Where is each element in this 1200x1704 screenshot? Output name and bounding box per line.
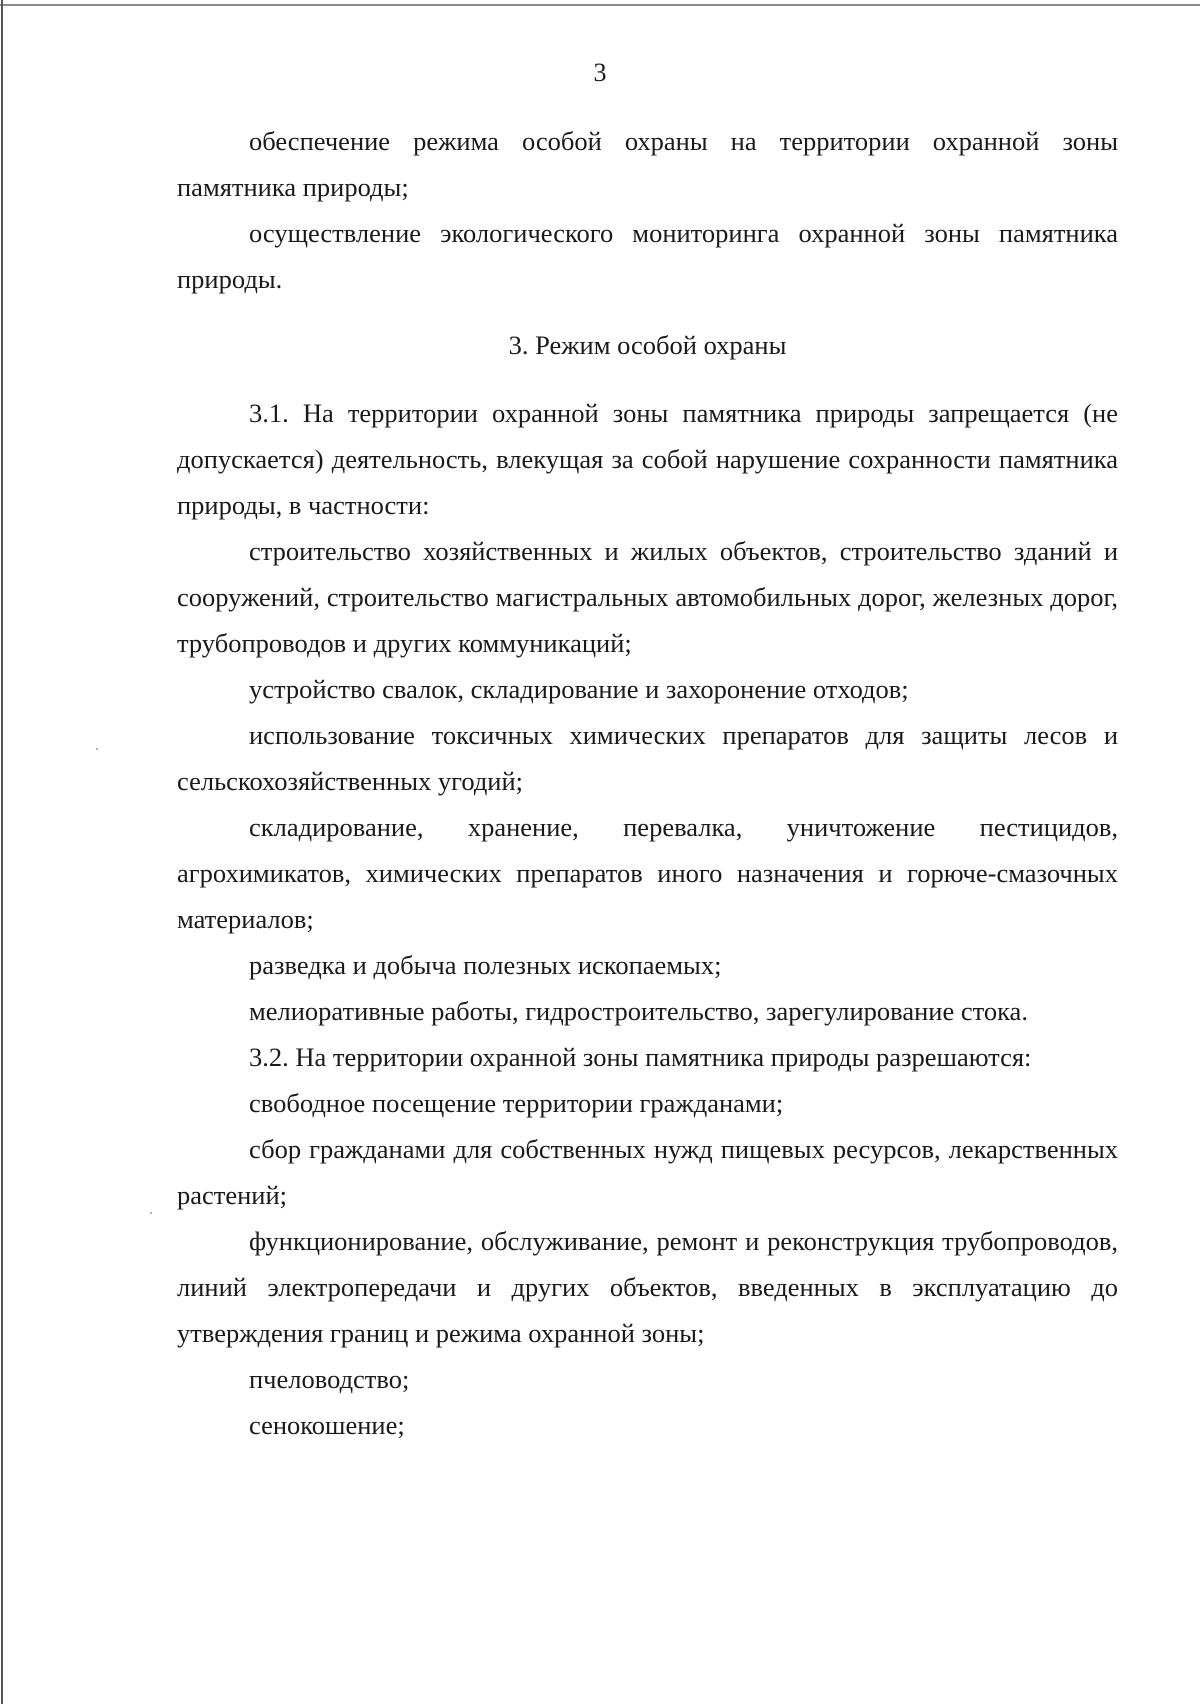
paragraph: устройство свалок, складирование и захоронение отходов; [249, 674, 909, 704]
paragraph: пчеловодство; [249, 1364, 410, 1394]
scan-top-edge [0, 4, 1200, 6]
paragraph: складирование, хранение, перевалка, уничтожение пестицидов, агрохимикатов, химических препаратов иного назначения и горюче-смазочных материалов; [177, 812, 1118, 934]
paragraph: сбор гражданами для собственных нужд пищевых ресурсов, лекарственных растений; [177, 1134, 1118, 1210]
scan-left-edge [1, 0, 3, 1704]
section-heading: 3. Режим особой охраны [508, 330, 787, 360]
paragraph: обеспечение режима особой охраны на территории охранной зоны памятника природы; [177, 126, 1118, 202]
scan-speck [150, 1212, 152, 1214]
paragraph: осуществление экологического мониторинга охранной зоны памятника природы. [177, 218, 1118, 294]
paragraph: функционирование, обслуживание, ремонт и реконструкция трубопроводов, линий электропередачи и других объектов, введенных в эксплуатацию до утверждения границ и режима охранной зоны; [177, 1226, 1118, 1348]
paragraph: сенокошение; [249, 1410, 405, 1440]
scan-speck [96, 748, 98, 750]
paragraph: 3.1. На территории охранной зоны памятника природы запрещается (не допускается) деятельность, влекущая за собой нарушение сохранности памятника природы, в частности: [177, 398, 1118, 520]
paragraph: мелиоративные работы, гидростроительство, зарегулирование стока. [249, 996, 1028, 1026]
paragraph: использование токсичных химических препаратов для защиты лесов и сельскохозяйственных угодий; [177, 720, 1118, 796]
page-number: 3 [593, 58, 607, 87]
paragraph: 3.2. На территории охранной зоны памятника природы разрешаются: [249, 1042, 1032, 1072]
paragraph: разведка и добыча полезных ископаемых; [249, 950, 722, 980]
document-body [177, 118, 1118, 1448]
paragraph: свободное посещение территории гражданами; [249, 1088, 784, 1118]
paragraph: строительство хозяйственных и жилых объектов, строительство зданий и сооружений, строительство магистральных автомобильных дорог, железных дорог, трубопроводов и других коммуникаций; [177, 536, 1118, 658]
